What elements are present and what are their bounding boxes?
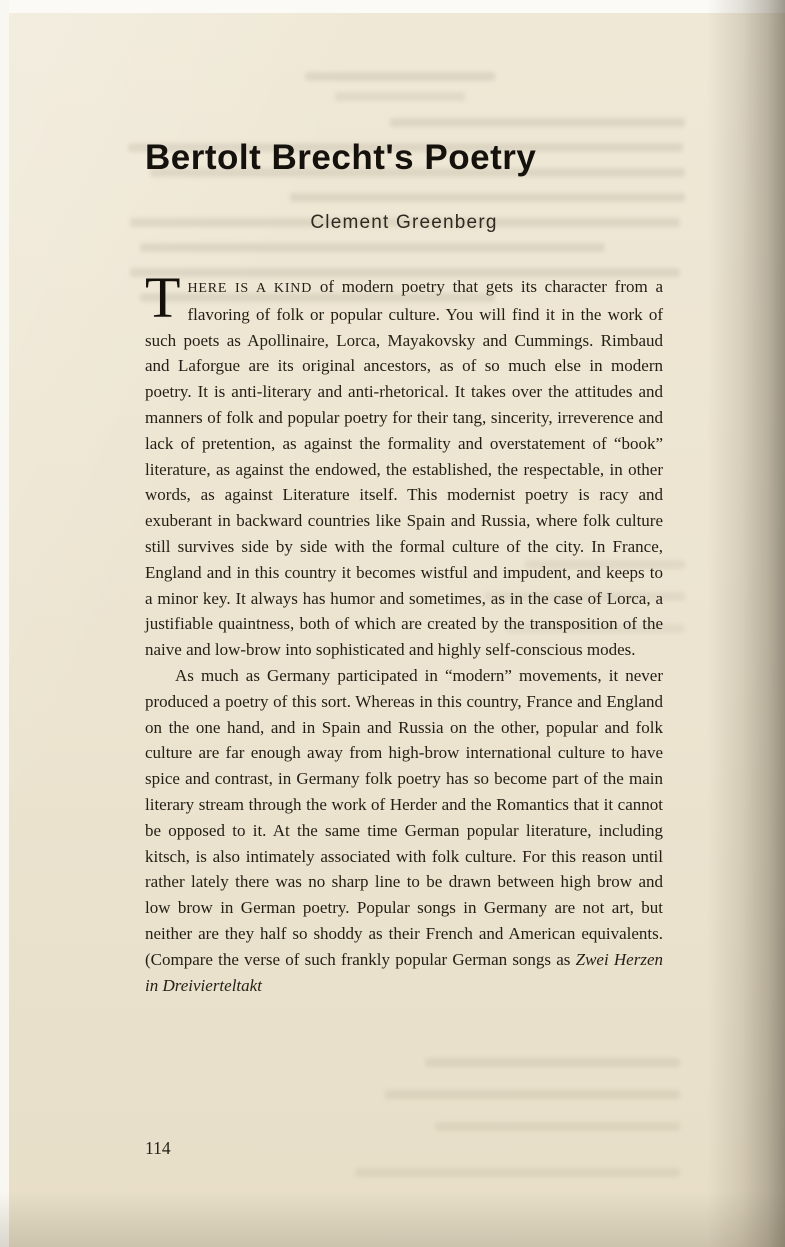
scan-left-edge (0, 0, 9, 1247)
paragraph-2 (145, 663, 663, 998)
scan-top-edge (0, 0, 785, 13)
page-bottom-edge-shadow (0, 1191, 785, 1247)
page-content (145, 138, 663, 998)
drop-cap: T (145, 265, 181, 330)
page-number: 114 (145, 1138, 171, 1158)
article-title: Bertolt Brecht's Poetry (145, 138, 537, 177)
author-byline: Clement Greenberg (310, 212, 498, 233)
paragraph-2-italic-phrase: Zwei Herzen in Dreivierteltakt (145, 949, 663, 995)
paragraph-2-text: As much as Germany participated in “modern” movements, it never produced a poetry of this sort. Whereas in this country, France and England on the one hand, and in Spain and Russia on the other, popular and folk culture are far enough away from high-brow international culture to have spice and contrast, in Germany folk poetry has so become part of the main literary stream through the work of Herder and the Romantics that it cannot be opposed to it. At the same time German popular literature, including kitsch, is also intimately associated with folk culture. For this reason until rather lately there was no sharp line to be drawn between high brow and low brow in German poetry. Popular songs in Germany are not art, but neither are they half so shoddy as their French and American equivalents. (Compare the verse of such frankly popular German songs as (145, 665, 663, 969)
article-body (145, 265, 664, 998)
page-right-edge-shadow (707, 0, 785, 1247)
paragraph-1 (145, 265, 664, 663)
paragraph-1-text: of modern poetry that gets its character from a flavoring of folk or popular culture. You will find it in the work of such poets as Apollinaire, Lorca, Mayakovsky and Cummings. Rimbaud and Laforgue are its original ancestors, as of so much else in modern poetry. It is anti-literary and anti-rhetorical. It takes over the attitudes and manners of folk and popular poetry for their tang, sincerity, irreverence and lack of pretention, as against the formality and overstatement of “book” literature, as against the endowed, the established, the respectable, in other words, as against Literature itself. This modernist poetry is racy and exuberant in backward countries like Spain and Russia, where folk culture still survives side by side with the formal culture of the city. In France, England and in this country it becomes wistful and impudent, and keeps to a minor key. It always has humor and sometimes, as in the case of Lorca, a justifiable quaintness, both of which are created by the transposition of the naive and low-brow into sophisticated and highly self-conscious modes. (145, 277, 664, 660)
lead-small-caps: HERE IS A KIND (187, 281, 313, 296)
